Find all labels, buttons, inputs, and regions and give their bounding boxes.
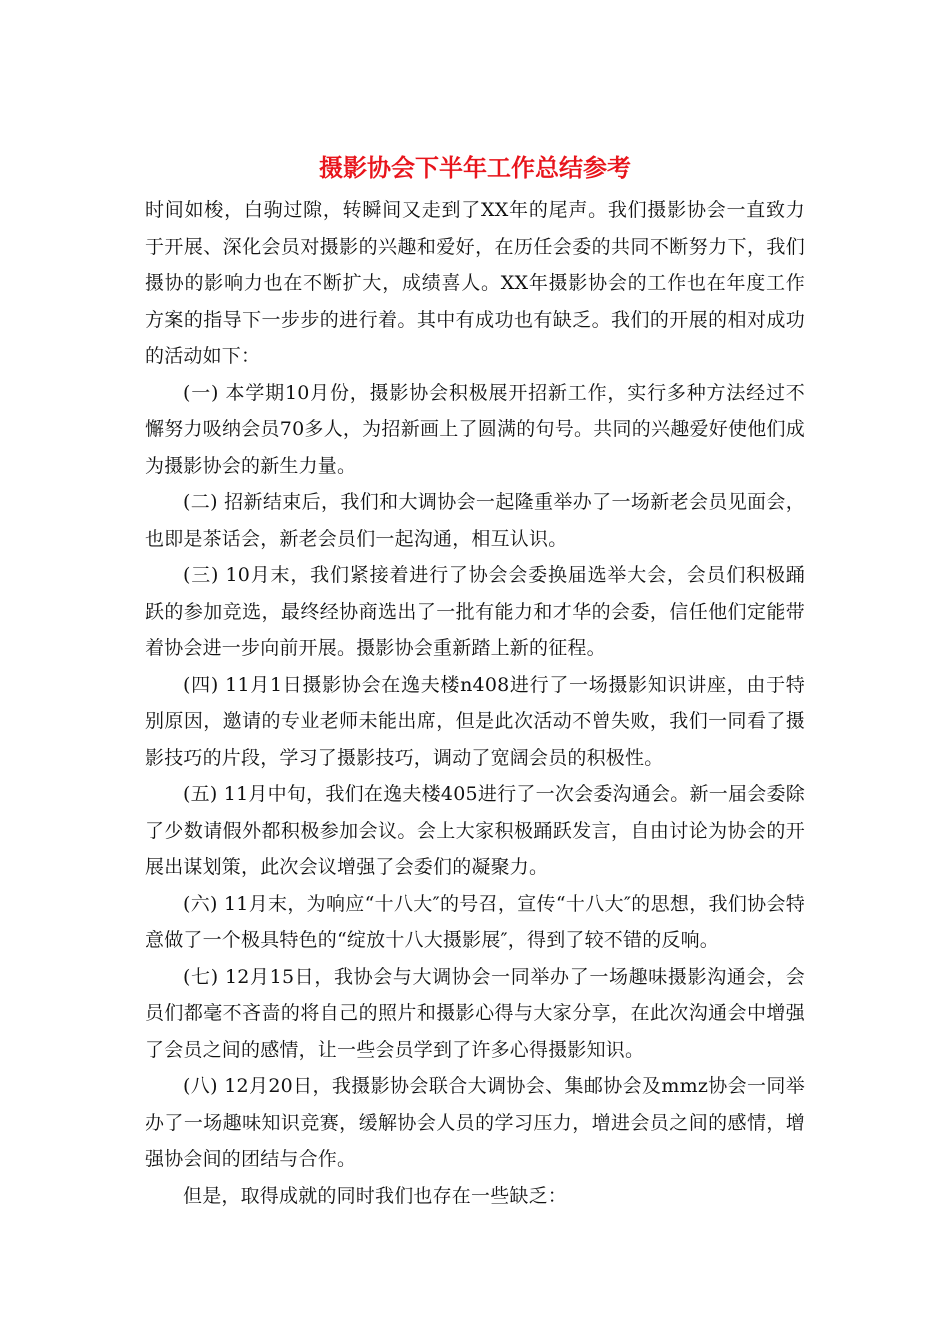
activity-paragraph-5: (五) 11月中旬，我们在逸夫楼405进行了一次会委沟通会。新一届会委除了少数请假外都积极参加会议。会上大家积极踊跃发言，自由讨论为协会的开展出谋划策，此次会议增强了会委们的凝聚力。 [145, 783, 805, 878]
shortcomings-paragraph: 但是，取得成就的同时我们也存在一些缺乏： [183, 1184, 568, 1207]
activity-paragraph-1: (一) 本学期10月份，摄影协会积极展开招新工作，实行多种方法经过不懈努力吸纳会员70多人，为招新画上了圆满的句号。共同的兴趣爱好使他们成为摄影协会的新生力量。 [145, 381, 805, 477]
document-title: 摄影协会下半年工作总结参考 [319, 153, 631, 182]
activity-paragraph-2: (二) 招新结束后，我们和大调协会一起隆重举办了一场新老会员见面会，也即是茶话会，新老会员们一起沟通，相互认识。 [145, 491, 805, 550]
activity-paragraph-3: (三) 10月末，我们紧接着进行了协会会委换届选举大会，会员们积极踊跃的参加竞选，最终经协商选出了一批有能力和才华的会委，信任他们定能带着协会进一步向前开展。摄影协会重新踏上新的征程。 [145, 564, 805, 659]
activity-paragraph-4: (四) 11月1日摄影协会在逸夫楼n408进行了一场摄影知识讲座，由于特别原因，邀请的专业老师未能出席，但是此次活动不曾失败，我们一同看了摄影技巧的片段，学习了摄影技巧，调动了宽阔会员的积极性。 [145, 673, 805, 769]
document-body [145, 192, 805, 1214]
activity-paragraph-6: (六) 11月末，为响应“十八大″的号召，宣传“十八大″的思想，我们协会特意做了一个极具特色的“绽放十八大摄影展″，得到了较不错的反响。 [145, 892, 805, 951]
activity-paragraph-8: (八) 12月20日，我摄影协会联合大调协会、集邮协会及mmz协会一同举办了一场趣味知识竞赛，缓解协会人员的学习压力，增进会员之间的感情，增强协会间的团结与合作。 [145, 1075, 805, 1170]
intro-paragraph: 时间如梭，白驹过隙，转瞬间又走到了XX年的尾声。我们摄影协会一直致力于开展、深化会员对摄影的兴趣和爱好，在历任会委的共同不断努力下，我们摄协的影响力也在不断扩大，成绩喜人。XX年摄影协会的工作也在年度工作方案的指导下一步步的进行着。其中有成功也有缺乏。我们的开展的相对成功的活动如下： [145, 199, 805, 367]
activity-paragraph-7: (七) 12月15日，我协会与大调协会一同举办了一场趣味摄影沟通会，会员们都毫不吝啬的将自己的照片和摄影心得与大家分享，在此次沟通会中增强了会员之间的感情，让一些会员学到了许多心得摄影知识。 [145, 965, 805, 1061]
